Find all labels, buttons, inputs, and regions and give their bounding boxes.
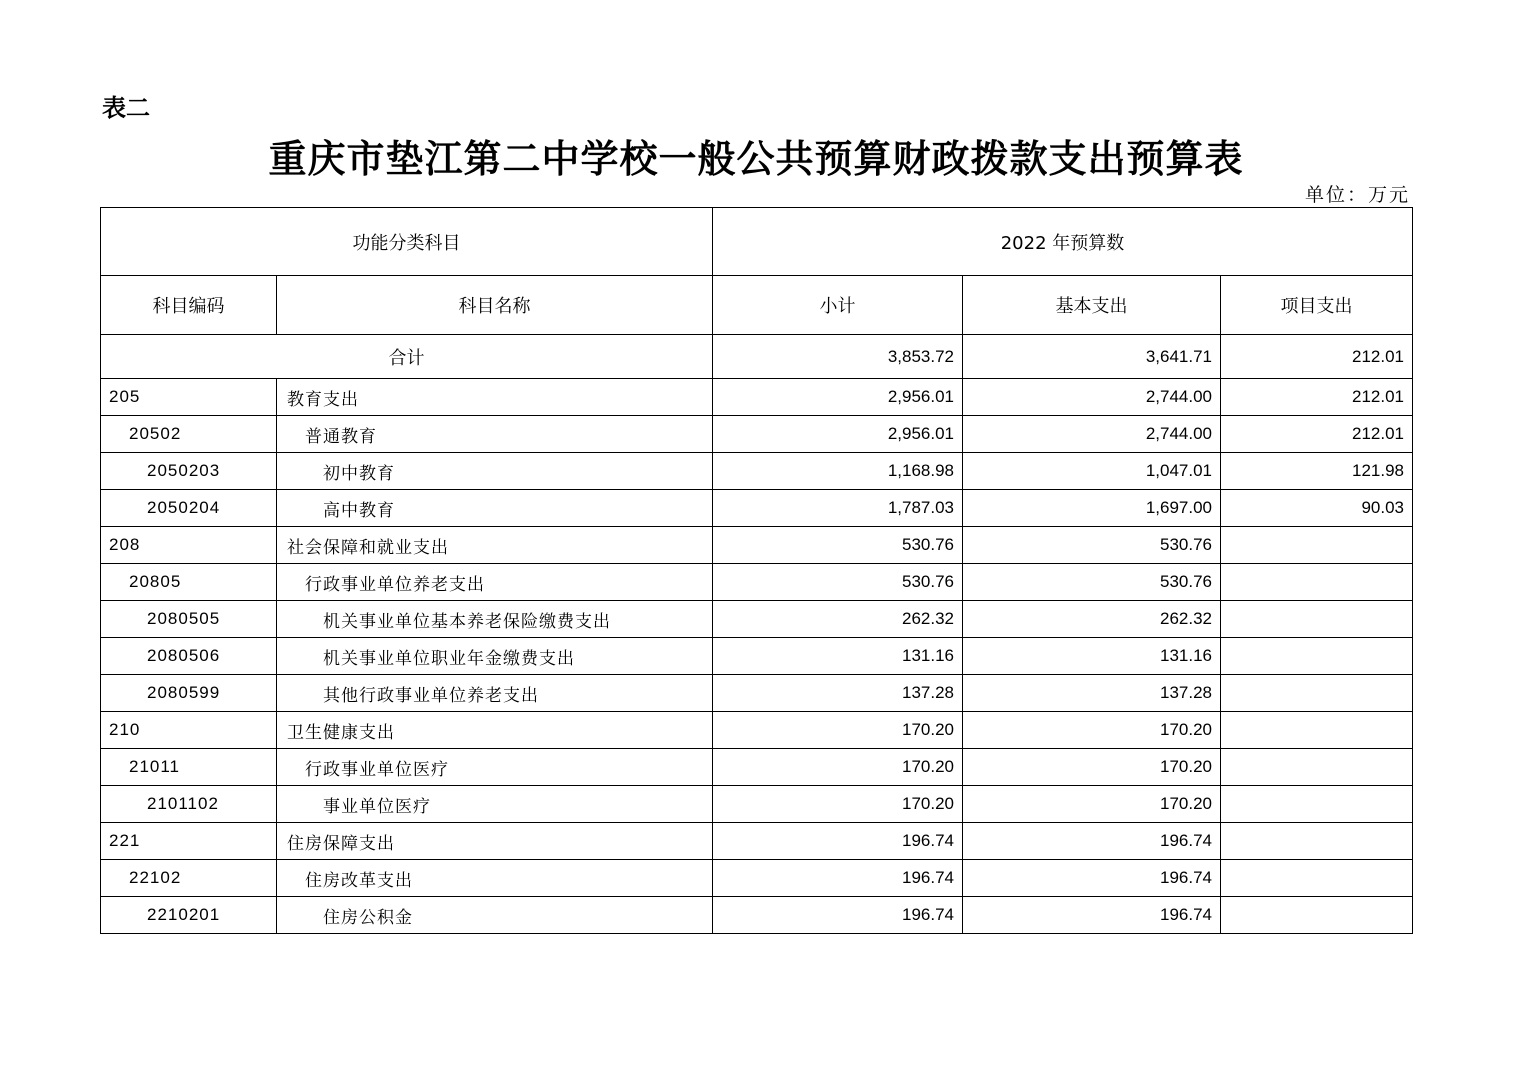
cell-basic: 530.76 — [963, 527, 1221, 564]
cell-code — [101, 379, 277, 416]
cell-basic: 262.32 — [963, 601, 1221, 638]
cell-code — [101, 749, 277, 786]
name-text: 社会保障和就业支出 — [287, 537, 449, 558]
code-text: 205 — [109, 387, 141, 406]
cell-basic: 196.74 — [963, 823, 1221, 860]
table-row — [101, 453, 1413, 490]
name-text: 教育支出 — [287, 389, 359, 410]
name-text: 初中教育 — [323, 463, 395, 484]
name-text: 机关事业单位基本养老保险缴费支出 — [323, 611, 611, 632]
name-text: 事业单位医疗 — [323, 796, 431, 817]
table-row — [101, 712, 1413, 749]
cell-name — [277, 416, 713, 453]
cell-project — [1221, 675, 1413, 712]
cell-basic: 2,744.00 — [963, 416, 1221, 453]
code-text: 210 — [109, 720, 141, 739]
cell-project — [1221, 823, 1413, 860]
table-row — [101, 638, 1413, 675]
cell-name — [277, 749, 713, 786]
total-row — [101, 335, 1413, 379]
name-text: 机关事业单位职业年金缴费支出 — [323, 648, 575, 669]
cell-project: 121.98 — [1221, 453, 1413, 490]
name-text: 其他行政事业单位养老支出 — [323, 685, 539, 706]
table-row — [101, 860, 1413, 897]
header-row-group — [101, 208, 1413, 276]
cell-name — [277, 675, 713, 712]
table-row — [101, 379, 1413, 416]
cell-project — [1221, 712, 1413, 749]
total-basic: 3,641.71 — [963, 335, 1221, 379]
header-basic: 基本支出 — [963, 276, 1221, 335]
cell-subtotal: 2,956.01 — [713, 379, 963, 416]
cell-basic: 170.20 — [963, 749, 1221, 786]
cell-code — [101, 527, 277, 564]
code-text: 2080599 — [147, 683, 221, 702]
cell-code — [101, 860, 277, 897]
cell-name — [277, 786, 713, 823]
cell-basic: 530.76 — [963, 564, 1221, 601]
cell-basic: 170.20 — [963, 712, 1221, 749]
cell-code — [101, 675, 277, 712]
name-text: 住房改革支出 — [305, 870, 413, 891]
cell-subtotal: 131.16 — [713, 638, 963, 675]
table-row — [101, 897, 1413, 934]
name-text: 高中教育 — [323, 500, 395, 521]
cell-project — [1221, 786, 1413, 823]
cell-code — [101, 416, 277, 453]
header-function-category: 功能分类科目 — [101, 208, 713, 276]
cell-name — [277, 823, 713, 860]
name-text: 普通教育 — [305, 426, 377, 447]
cell-subtotal: 1,787.03 — [713, 490, 963, 527]
code-text: 2080505 — [147, 609, 221, 628]
cell-project — [1221, 564, 1413, 601]
cell-subtotal: 1,168.98 — [713, 453, 963, 490]
cell-project: 90.03 — [1221, 490, 1413, 527]
header-name: 科目名称 — [277, 276, 713, 335]
cell-basic: 170.20 — [963, 786, 1221, 823]
cell-name — [277, 490, 713, 527]
table-label: 表二 — [102, 94, 150, 122]
header-project: 项目支出 — [1221, 276, 1413, 335]
cell-code — [101, 490, 277, 527]
name-text: 住房保障支出 — [287, 833, 395, 854]
cell-subtotal: 170.20 — [713, 749, 963, 786]
cell-code — [101, 453, 277, 490]
cell-subtotal: 2,956.01 — [713, 416, 963, 453]
table-row — [101, 527, 1413, 564]
name-text: 卫生健康支出 — [287, 722, 395, 743]
cell-project — [1221, 749, 1413, 786]
code-text: 2080506 — [147, 646, 221, 665]
cell-code — [101, 897, 277, 934]
cell-basic: 137.28 — [963, 675, 1221, 712]
cell-basic: 196.74 — [963, 897, 1221, 934]
cell-project — [1221, 638, 1413, 675]
code-text: 20805 — [129, 572, 182, 591]
code-text: 22102 — [129, 868, 182, 887]
cell-subtotal: 196.74 — [713, 860, 963, 897]
header-code: 科目编码 — [101, 276, 277, 335]
code-text: 221 — [109, 831, 141, 850]
cell-name — [277, 564, 713, 601]
header-budget-year: 2022 年预算数 — [713, 208, 1413, 276]
cell-subtotal: 530.76 — [713, 564, 963, 601]
cell-subtotal: 262.32 — [713, 601, 963, 638]
cell-subtotal: 170.20 — [713, 786, 963, 823]
cell-subtotal: 530.76 — [713, 527, 963, 564]
table-row — [101, 416, 1413, 453]
cell-subtotal: 196.74 — [713, 897, 963, 934]
unit-label: 单位：万元 — [1304, 184, 1410, 206]
cell-name — [277, 379, 713, 416]
total-project: 212.01 — [1221, 335, 1413, 379]
cell-project — [1221, 897, 1413, 934]
code-text: 2050204 — [147, 498, 221, 517]
header-row-columns — [101, 276, 1413, 335]
cell-name — [277, 712, 713, 749]
table-row — [101, 675, 1413, 712]
cell-code — [101, 601, 277, 638]
cell-basic: 196.74 — [963, 860, 1221, 897]
header-subtotal: 小计 — [713, 276, 963, 335]
table-row — [101, 823, 1413, 860]
cell-project: 212.01 — [1221, 379, 1413, 416]
cell-name — [277, 527, 713, 564]
table-row — [101, 786, 1413, 823]
cell-code — [101, 712, 277, 749]
table-row — [101, 490, 1413, 527]
code-text: 2050203 — [147, 461, 221, 480]
cell-code — [101, 786, 277, 823]
code-text: 208 — [109, 535, 141, 554]
cell-code — [101, 564, 277, 601]
cell-name — [277, 897, 713, 934]
table-row — [101, 601, 1413, 638]
cell-code — [101, 823, 277, 860]
cell-subtotal: 170.20 — [713, 712, 963, 749]
budget-table — [100, 207, 1413, 934]
total-subtotal: 3,853.72 — [713, 335, 963, 379]
cell-basic: 131.16 — [963, 638, 1221, 675]
code-text: 20502 — [129, 424, 182, 443]
cell-name — [277, 453, 713, 490]
cell-basic: 2,744.00 — [963, 379, 1221, 416]
document-title: 重庆市垫江第二中学校一般公共预算财政拨款支出预算表 — [268, 136, 1244, 181]
cell-project: 212.01 — [1221, 416, 1413, 453]
cell-code — [101, 638, 277, 675]
cell-basic: 1,047.01 — [963, 453, 1221, 490]
table-row — [101, 749, 1413, 786]
cell-project — [1221, 860, 1413, 897]
cell-name — [277, 860, 713, 897]
name-text: 行政事业单位养老支出 — [305, 574, 485, 595]
name-text: 住房公积金 — [323, 907, 413, 928]
code-text: 21011 — [129, 757, 181, 776]
table-row — [101, 564, 1413, 601]
code-text: 2101102 — [147, 794, 219, 813]
cell-project — [1221, 601, 1413, 638]
code-text: 2210201 — [147, 905, 221, 924]
cell-project — [1221, 527, 1413, 564]
name-text: 行政事业单位医疗 — [305, 759, 449, 780]
total-label: 合计 — [101, 335, 713, 379]
cell-subtotal: 137.28 — [713, 675, 963, 712]
cell-name — [277, 601, 713, 638]
cell-basic: 1,697.00 — [963, 490, 1221, 527]
cell-subtotal: 196.74 — [713, 823, 963, 860]
cell-name — [277, 638, 713, 675]
